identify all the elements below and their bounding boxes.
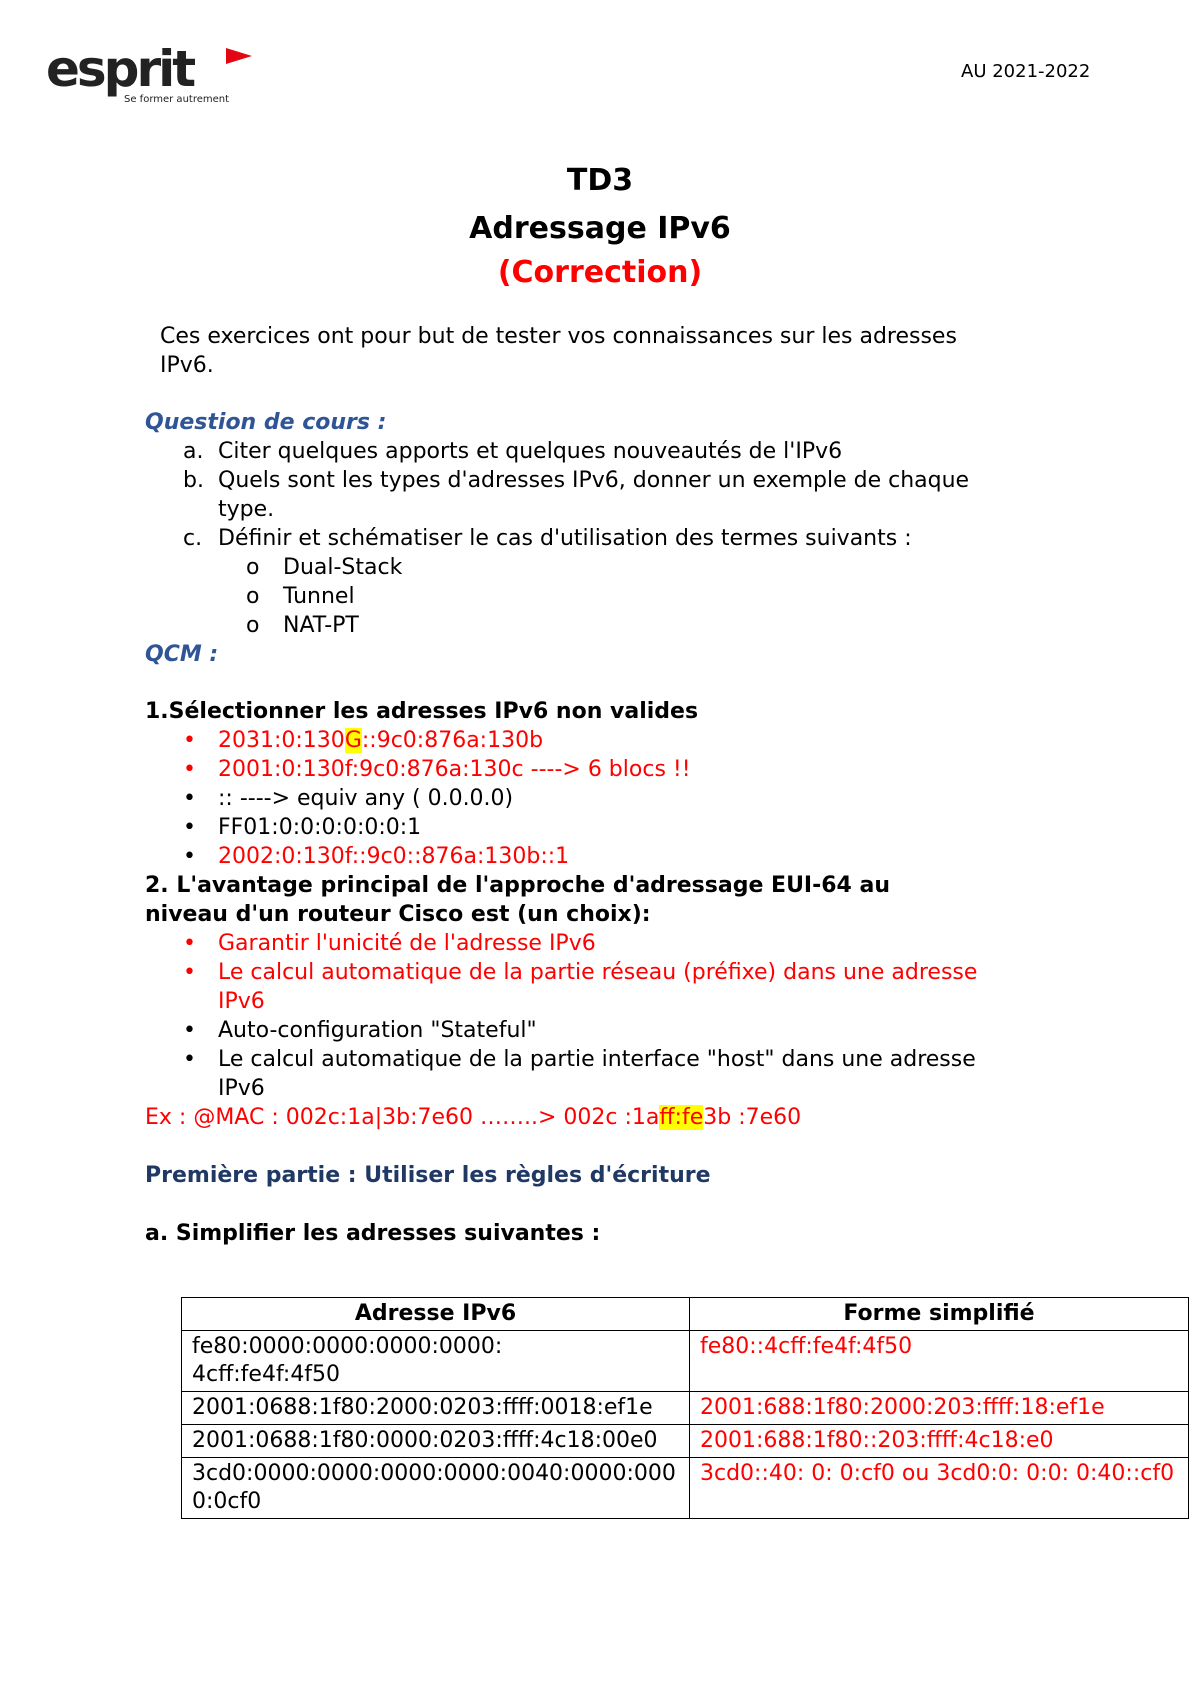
table-row (182, 1392, 1189, 1425)
q2-option-2: Le calcul automatique de la partie réseau (préfixe) dans une adresse (218, 960, 978, 985)
intro-line-1: Ces exercices ont pour but de tester vos connaissances sur les adresses (160, 324, 957, 349)
q2-option-4-cont: IPv6 (218, 1076, 265, 1101)
qcm-heading: QCM : (145, 642, 219, 667)
ipv6-simplification-table (181, 1297, 1189, 1519)
q1-option-5: 2002:0:130f::9c0::876a:130b::1 (218, 844, 570, 869)
q1-option-2: 2001:0:130f:9c0:876a:130c ----> 6 blocs !! (218, 757, 691, 782)
cell-address: 2001:0688:1f80:2000:0203:ffff:0018:ef1e (182, 1392, 690, 1425)
cours-item-a: Citer quelques apports et quelques nouveautés de l'IPv6 (218, 439, 843, 464)
q1-option-1: 2031:0:130G::9c0:876a:130b (218, 728, 544, 753)
q2-option-4: Le calcul automatique de la partie interface "host" dans une adresse (218, 1047, 976, 1072)
q1-option-4: FF01:0:0:0:0:0:0:1 (218, 815, 422, 840)
cell-simplified: 2001:688:1f80:2000:203:ffff:18:ef1e (690, 1392, 1189, 1425)
bullet-icon: • (183, 815, 196, 840)
part1-heading: Première partie : Utiliser les règles d'écriture (145, 1163, 711, 1188)
bullet-icon: • (183, 757, 196, 782)
logo-graphic (46, 44, 256, 110)
academic-year: AU 2021-2022 (961, 61, 1091, 82)
cours-marker-b: b. (183, 468, 204, 493)
logo-tagline: Se former autrement (124, 94, 230, 105)
sub-marker: o (246, 555, 260, 580)
q2-title-line-2: niveau d'un routeur Cisco est (un choix): (145, 902, 651, 927)
cours-subitem-nat-pt: NAT-PT (283, 613, 359, 638)
table-row (182, 1331, 1189, 1392)
cours-item-b: Quels sont les types d'adresses IPv6, donner un exemple de chaque (218, 468, 970, 493)
page-title-correction: (Correction) (497, 255, 703, 290)
logo-wordmark: esprit (46, 44, 194, 98)
cours-marker-a: a. (183, 439, 204, 464)
page-title-td: TD3 (566, 163, 634, 198)
cell-simplified: 2001:688:1f80::203:ffff:4c18:e0 (690, 1425, 1189, 1458)
cours-item-b-cont: type. (218, 497, 275, 522)
bullet-icon: • (183, 1018, 196, 1043)
cours-subitem-tunnel: Tunnel (283, 584, 355, 609)
cours-item-c: Définir et schématiser le cas d'utilisation des termes suivants : (218, 526, 912, 551)
logo-flag-icon (226, 48, 252, 64)
cours-heading: Question de cours : (145, 410, 387, 435)
intro-line-2: IPv6. (160, 353, 214, 378)
table-row (182, 1458, 1189, 1519)
table-row (182, 1425, 1189, 1458)
bullet-icon: • (183, 960, 196, 985)
cell-simplified: 3cd0::40: 0: 0:cf0 ou 3cd0:0: 0:0: 0:40::cf0 (690, 1458, 1189, 1519)
q2-title-line-1: 2. L'avantage principal de l'approche d'adressage EUI-64 au (145, 873, 891, 898)
cell-address: 3cd0:0000:0000:0000:0000:0040:0000:0000:0cf0 (182, 1458, 690, 1519)
bullet-icon: • (183, 786, 196, 811)
cours-subitem-dual-stack: Dual-Stack (283, 555, 403, 580)
q2-option-3: Auto-configuration "Stateful" (218, 1018, 537, 1043)
q2-option-2-cont: IPv6 (218, 989, 265, 1014)
bullet-icon: • (183, 844, 196, 869)
cell-address: 2001:0688:1f80:0000:0203:ffff:4c18:00e0 (182, 1425, 690, 1458)
cell-address: fe80:0000:0000:0000:0000: 4cff:fe4f:4f50 (182, 1331, 690, 1392)
q1-title: 1.Sélectionner les adresses IPv6 non valides (145, 699, 699, 724)
cours-marker-c: c. (183, 526, 203, 551)
cell-simplified: fe80::4cff:fe4f:4f50 (690, 1331, 1189, 1392)
eui64-example: Ex : @MAC : 002c:1a|3b:7e60 ……..> 002c :1aff:fe3b :7e60 (145, 1105, 802, 1130)
page-title-subject: Adressage IPv6 (469, 211, 731, 246)
bullet-icon: • (183, 1047, 196, 1072)
col-header-simplified: Forme simplifié (690, 1298, 1189, 1331)
bullet-icon: • (183, 931, 196, 956)
q1-option-3: :: ----> equiv any ( 0.0.0.0) (218, 786, 514, 811)
table-header-row (182, 1298, 1189, 1331)
sub-marker: o (246, 584, 260, 609)
part1-subheading: a. Simplifier les adresses suivantes : (145, 1221, 601, 1246)
sub-marker: o (246, 613, 260, 638)
q2-option-1: Garantir l'unicité de l'adresse IPv6 (218, 931, 596, 956)
bullet-icon: • (183, 728, 196, 753)
col-header-address: Adresse IPv6 (182, 1298, 690, 1331)
esprit-logo (46, 44, 256, 110)
